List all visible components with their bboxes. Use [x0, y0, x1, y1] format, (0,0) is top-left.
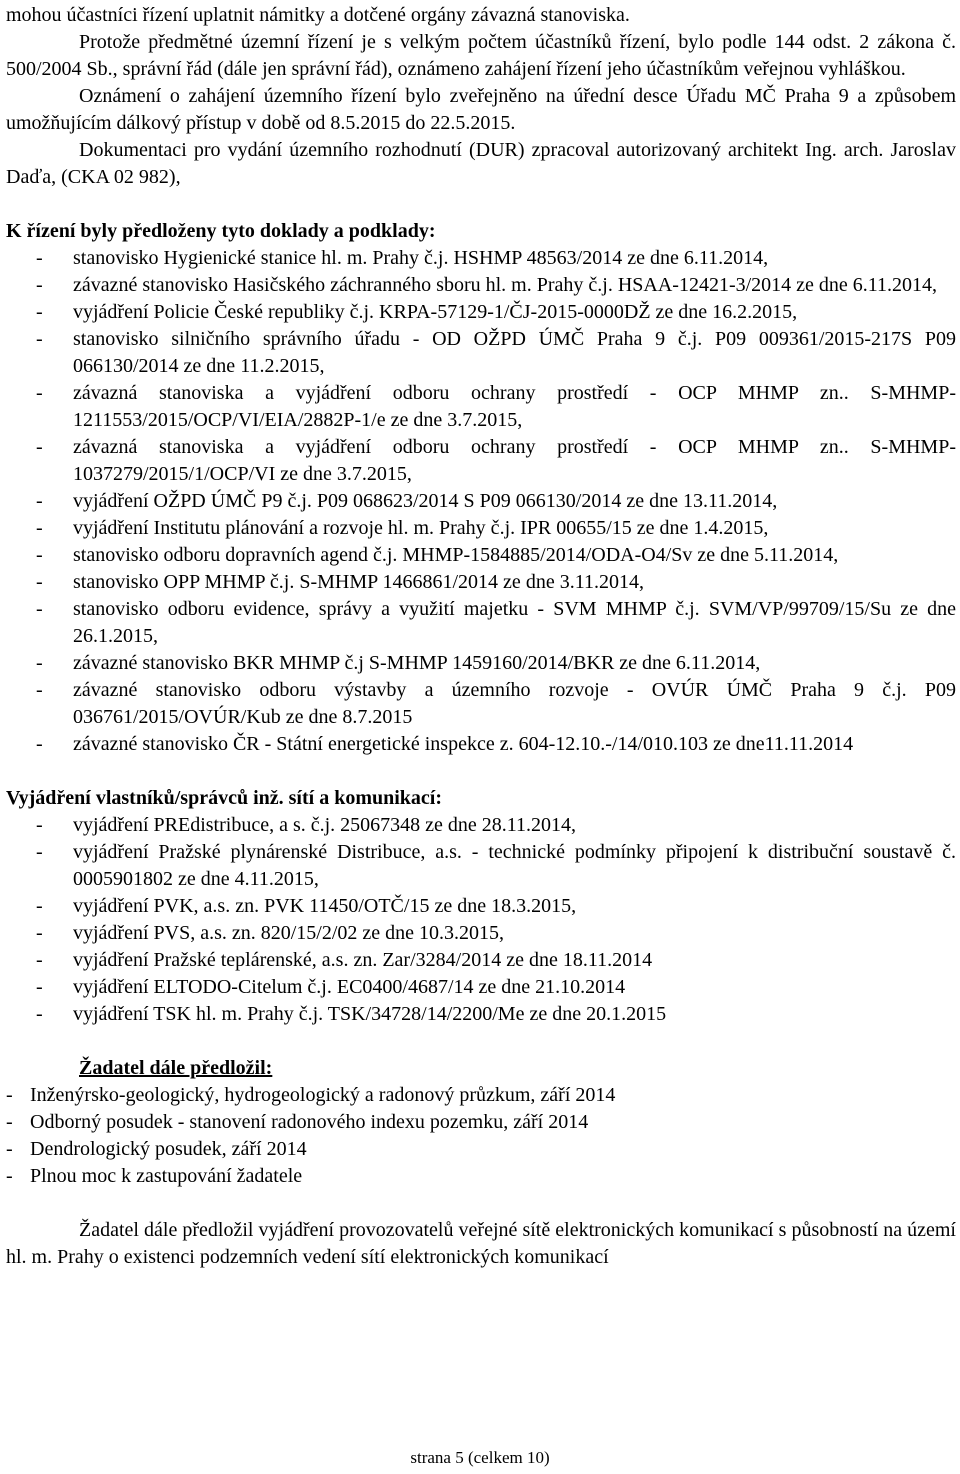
list-item — [6, 1109, 956, 1136]
list-item-text: Plnou moc k zastupování žadatele — [30, 1165, 303, 1187]
list-item-text: závazná stanoviska a vyjádření odboru ochrany prostředí - OCP MHMP zn.. S-MHMP-1037279/2015/1/OCP/VI ze dne 3.7.2015, — [73, 436, 956, 485]
list-item-text: stanovisko odboru dopravních agend č.j. MHMP-1584885/2014/ODA-O4/Sv ze dne 5.11.2014, — [73, 544, 839, 566]
list-item-text: závazné stanovisko BKR MHMP č.j S-MHMP 1459160/2014/BKR ze dne 6.11.2014, — [73, 652, 761, 674]
list-item — [6, 569, 956, 596]
dash-marker: - — [36, 598, 43, 620]
dash-marker: - — [36, 895, 43, 917]
list-item — [6, 1001, 956, 1028]
spacer — [6, 1028, 956, 1055]
section-heading-applicant-submitted: Žadatel dále předložil: — [79, 1057, 273, 1079]
dash-marker: - — [36, 544, 43, 566]
spacer — [6, 191, 956, 218]
dash-marker: - — [36, 517, 43, 539]
list-item — [6, 434, 956, 488]
list-item-text: Odborný posudek - stanovení radonového indexu pozemku, září 2014 — [30, 1111, 589, 1133]
list-item — [6, 488, 956, 515]
list-item — [6, 326, 956, 380]
paragraph-documentation-author: Dokumentaci pro vydání územního rozhodnutí (DUR) zpracoval autorizovaný architekt Ing. arch. Jaroslav Daďa, (CKA 02 982), — [6, 139, 956, 188]
section-heading-documents: K řízení byly předloženy tyto doklady a podklady: — [6, 220, 436, 242]
list-item — [6, 731, 956, 758]
list-item — [6, 245, 956, 272]
dash-marker: - — [6, 1084, 13, 1106]
dash-marker: - — [36, 1003, 43, 1025]
list-item — [6, 677, 956, 731]
list-item — [6, 812, 956, 839]
list-item — [6, 650, 956, 677]
dash-marker: - — [6, 1165, 13, 1187]
dash-marker: - — [36, 652, 43, 674]
applicant-submitted-list — [6, 1082, 956, 1190]
utilities-list — [6, 812, 956, 1028]
list-item-text: závazné stanovisko ČR - Státní energetické inspekce z. 604-12.10.-/14/010.103 ze dne11.11.2014 — [73, 733, 854, 755]
list-item — [6, 1136, 956, 1163]
paragraph-closing: Žadatel dále předložil vyjádření provozovatelů veřejné sítě elektronických komunikací s působností na území hl. m. Prahy o existenci podzemních vedení sítí elektronických komunikací — [6, 1219, 956, 1268]
list-item — [6, 515, 956, 542]
dash-marker: - — [36, 733, 43, 755]
list-item — [6, 596, 956, 650]
documents-list — [6, 245, 956, 758]
list-item — [6, 1163, 956, 1190]
dash-marker: - — [36, 274, 43, 296]
dash-marker: - — [36, 679, 43, 701]
list-item — [6, 893, 956, 920]
dash-marker: - — [6, 1138, 13, 1160]
list-item-text: vyjádření Pražské plynárenské Distribuce, a.s. - technické podmínky připojení k distribuční soustavě č. 0005901802 ze dne 4.11.2015, — [73, 841, 956, 890]
list-item-text: vyjádření PVS, a.s. zn. 820/15/2/02 ze dne 10.3.2015, — [73, 922, 505, 944]
list-item-text: vyjádření OŽPD ÚMČ P9 č.j. P09 068623/2014 S P09 066130/2014 ze dne 13.11.2014, — [73, 490, 778, 512]
list-item-text: závazné stanovisko odboru výstavby a územního rozvoje - OVÚR ÚMČ Praha 9 č.j. P09 036761/2015/OVÚR/Kub ze dne 8.7.2015 — [73, 679, 956, 728]
list-item — [6, 839, 956, 893]
list-item — [6, 974, 956, 1001]
list-item-text: vyjádření TSK hl. m. Prahy č.j. TSK/34728/14/2200/Me ze dne 20.1.2015 — [73, 1003, 667, 1025]
list-item-text: vyjádření Pražské teplárenské, a.s. zn. Zar/3284/2014 ze dne 18.11.2014 — [73, 949, 653, 971]
spacer — [6, 1190, 956, 1217]
list-item-text: vyjádření PVK, a.s. zn. PVK 11450/OTČ/15 ze dne 18.3.2015, — [73, 895, 577, 917]
paragraph-public-notice: Protože předmětné územní řízení je s velkým počtem účastníků řízení, bylo podle 144 odst. 2 zákona č. 500/2004 Sb., správní řád (dále jen správní řád), oznámeno zahájení řízení jeho účastníkům veřejnou vyhláškou. — [6, 31, 956, 80]
dash-marker: - — [36, 490, 43, 512]
dash-marker: - — [6, 1111, 13, 1133]
list-item-text: vyjádření PREdistribuce, a s. č.j. 25067348 ze dne 28.11.2014, — [73, 814, 577, 836]
list-item-text: závazné stanovisko Hasičského záchranného sboru hl. m. Prahy č.j. HSAA-12421-3/2014 ze dne 6.11.2014, — [73, 274, 938, 296]
dash-marker: - — [36, 301, 43, 323]
list-item — [6, 380, 956, 434]
list-item — [6, 272, 956, 299]
dash-marker: - — [36, 976, 43, 998]
list-item-text: vyjádření Institutu plánování a rozvoje hl. m. Prahy č.j. IPR 00655/15 ze dne 1.4.2015, — [73, 517, 769, 539]
dash-marker: - — [36, 328, 43, 350]
list-item — [6, 299, 956, 326]
paragraph-notice-board: Oznámení o zahájení územního řízení bylo zveřejněno na úřední desce Úřadu MČ Praha 9 a způsobem umožňujícím dálkový přístup v době od 8.5.2015 do 22.5.2015. — [6, 85, 956, 134]
paragraph-objections: mohou účastníci řízení uplatnit námitky a dotčené orgány závazná stanoviska. — [6, 4, 630, 26]
dash-marker: - — [36, 436, 43, 458]
dash-marker: - — [36, 922, 43, 944]
section-heading-utilities: Vyjádření vlastníků/správců inž. sítí a komunikací: — [6, 787, 443, 809]
page-number-footer: strana 5 (celkem 10) — [410, 1448, 550, 1467]
dash-marker: - — [36, 949, 43, 971]
list-item-text: Dendrologický posudek, září 2014 — [30, 1138, 307, 1160]
list-item-text: stanovisko silničního správního úřadu - OD OŽPD ÚMČ Praha 9 č.j. P09 009361/2015-217S P09 066130/2014 ze dne 11.2.2015, — [73, 328, 956, 377]
list-item-text: Inženýrsko-geologický, hydrogeologický a radonový průzkum, září 2014 — [30, 1084, 616, 1106]
list-item — [6, 542, 956, 569]
list-item-text: stanovisko OPP MHMP č.j. S-MHMP 1466861/2014 ze dne 3.11.2014, — [73, 571, 644, 593]
list-item-text: závazná stanoviska a vyjádření odboru ochrany prostředí - OCP MHMP zn.. S-MHMP-1211553/2015/OCP/VI/EIA/2882P-1/e ze dne 3.7.2015, — [73, 382, 956, 431]
list-item — [6, 920, 956, 947]
dash-marker: - — [36, 571, 43, 593]
spacer — [6, 758, 956, 785]
dash-marker: - — [36, 841, 43, 863]
list-item-text: stanovisko Hygienické stanice hl. m. Prahy č.j. HSHMP 48563/2014 ze dne 6.11.2014, — [73, 247, 769, 269]
list-item — [6, 947, 956, 974]
dash-marker: - — [36, 814, 43, 836]
list-item — [6, 1082, 956, 1109]
list-item-text: vyjádření Policie České republiky č.j. KRPA-57129-1/ČJ-2015-0000DŽ ze dne 16.2.2015, — [73, 301, 798, 323]
page-content — [6, 2, 956, 1271]
dash-marker: - — [36, 382, 43, 404]
list-item-text: stanovisko odboru evidence, správy a využití majetku - SVM MHMP č.j. SVM/VP/99709/15/Su ze dne 26.1.2015, — [73, 598, 956, 647]
list-item-text: vyjádření ELTODO-Citelum č.j. EC0400/4687/14 ze dne 21.10.2014 — [73, 976, 626, 998]
dash-marker: - — [36, 247, 43, 269]
